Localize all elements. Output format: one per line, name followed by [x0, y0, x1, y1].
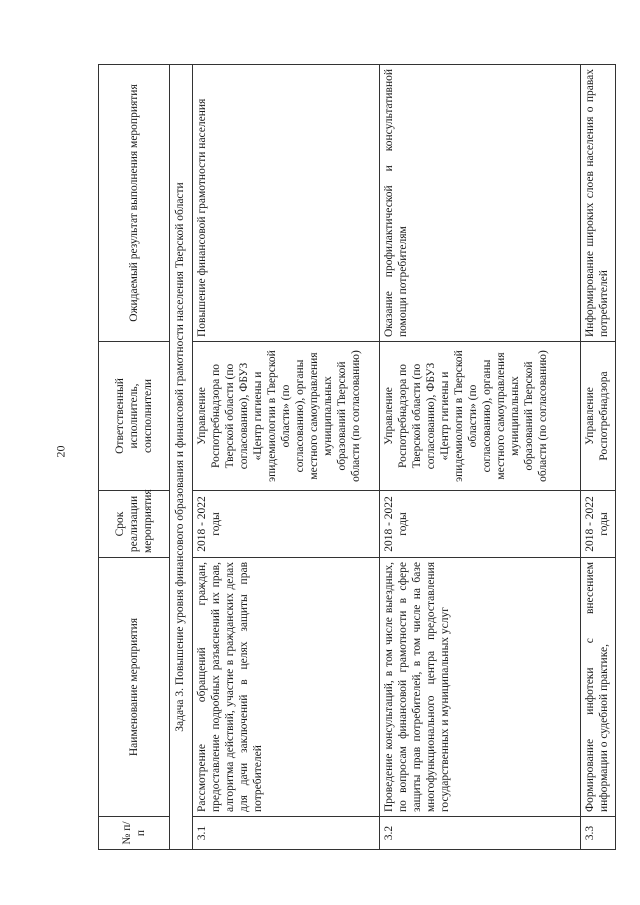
header-term: Срок реализации мероприятия: [99, 491, 170, 558]
measures-table: [98, 64, 616, 850]
header-result: Ожидаемый результат выполнения мероприятия: [99, 65, 170, 342]
rotated-table-container: [98, 64, 610, 850]
row-name: Рассмотрение обращений граждан, предоставление подробных разъяснений их прав, алгоритма действий, участие в гражданских делах для дачи заключений в целях защиты прав потребителей: [193, 558, 380, 817]
row-name: Формирование инфотеки с внесением информации о судебной практике,: [581, 558, 616, 817]
row-name: Проведение консультаций, в том числе выездных, по вопросам финансовой грамотности в сфере защиты прав потребителей, в том числе на базе многофункционального центра предоставления государственных и муниципальных услуг: [380, 558, 581, 817]
table-row: [380, 65, 581, 850]
row-term: 2018 - 2022 годы: [380, 491, 581, 558]
row-num: 3.2: [380, 817, 581, 850]
header-executor: Ответственный исполнитель, соисполнители: [99, 342, 170, 491]
header-num: № п/п: [99, 817, 170, 850]
task-title: Задача 3. Повышение уровня финансового образования и финансовой грамотности населения Тверской области: [170, 65, 193, 850]
task-row: [170, 65, 193, 850]
row-result: Повышение финансовой грамотности населения: [193, 65, 380, 342]
row-num: 3.1: [193, 817, 380, 850]
row-result: Информирование широких слоев населения о правах потребителей: [581, 65, 616, 342]
row-executor: Управление Роспотребнадзора по Тверской области (по согласованию), ФБУЗ «Центр гигиены и эпидемиологии в Тверской области» (по согласованию), органы местного самоуправления муниципальных образований Тверской области (по согласованию): [380, 342, 581, 491]
page-number: 20: [53, 445, 68, 458]
row-num: 3.3: [581, 817, 616, 850]
header-name: Наименование мероприятия: [99, 558, 170, 817]
table-row: [193, 65, 380, 850]
table-row: [581, 65, 616, 850]
row-term: 2018 - 2022 годы: [581, 491, 616, 558]
row-term: 2018 - 2022 годы: [193, 491, 380, 558]
table-header-row: [99, 65, 170, 850]
row-result: Оказание профилактической и консультативной помощи потребителям: [380, 65, 581, 342]
row-executor: Управление Роспотребнадзора: [581, 342, 616, 491]
row-executor: Управление Роспотребнадзора по Тверской области (по согласованию), ФБУЗ «Центр гигиены и эпидемиологии в Тверской области» (по согласованию), органы местного самоуправления муниципальных образований Тверской области (по согласованию): [193, 342, 380, 491]
